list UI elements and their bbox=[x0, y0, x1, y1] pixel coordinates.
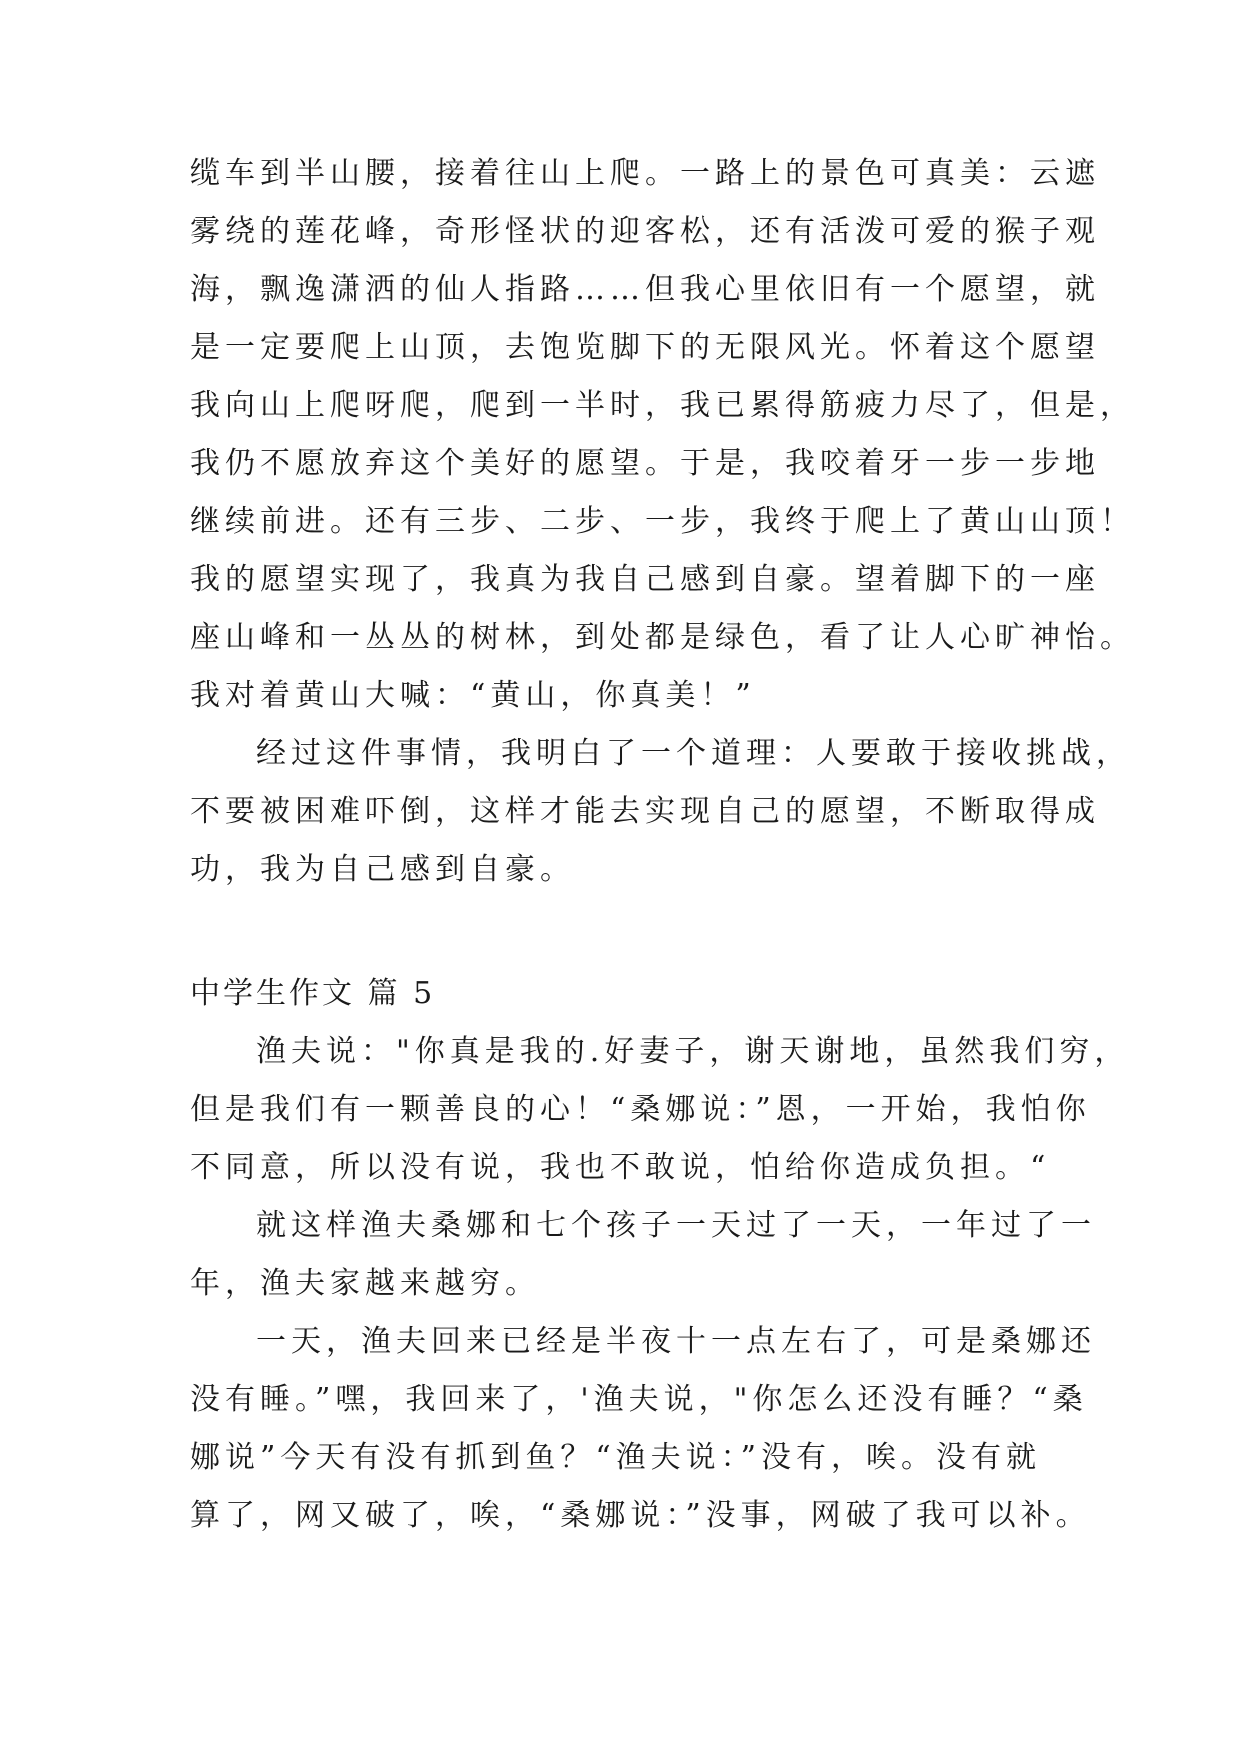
paragraph-line: 我仍不愿放弃这个美好的愿望。于是，我咬着牙一步一步地 bbox=[190, 446, 1100, 481]
paragraph-line: 经过这件事情，我明白了一个道理：人要敢于接收挑战， bbox=[256, 736, 1131, 771]
paragraph-line: 海，飘逸潇洒的仙人指路……但我心里依旧有一个愿望，就 bbox=[190, 272, 1100, 307]
paragraph-line: 但是我们有一颗善良的心！“桑娜说：”恩，一开始，我怕你 bbox=[190, 1092, 1091, 1127]
paragraph-line: 就这样渔夫桑娜和七个孩子一天过了一天，一年过了一 bbox=[256, 1208, 1096, 1243]
paragraph-line: 是一定要爬上山顶，去饱览脚下的无限风光。怀着这个愿望 bbox=[190, 330, 1100, 365]
paragraph-line: 一天，渔夫回来已经是半夜十一点左右了，可是桑娜还 bbox=[256, 1324, 1096, 1359]
paragraph-line: 我向山上爬呀爬，爬到一半时，我已累得筋疲力尽了，但是， bbox=[190, 388, 1135, 423]
paragraph-line: 没有睡。”嘿，我回来了，'渔夫说，"你怎么还没有睡？“桑 bbox=[190, 1382, 1088, 1417]
paragraph-line: 我的愿望实现了，我真为我自己感到自豪。望着脚下的一座 bbox=[190, 562, 1100, 597]
paragraph-line: 不要被困难吓倒，这样才能去实现自己的愿望，不断取得成 bbox=[190, 794, 1100, 829]
paragraph-line: 渔夫说："你真是我的.好妻子，谢天谢地，虽然我们穷， bbox=[256, 1034, 1130, 1069]
paragraph-line: 年，渔夫家越来越穷。 bbox=[190, 1266, 540, 1301]
paragraph-line: 继续前进。还有三步、二步、一步，我终于爬上了黄山山顶！ bbox=[190, 504, 1135, 539]
paragraph-line: 我对着黄山大喊：“黄山，你真美！” bbox=[190, 678, 756, 713]
paragraph-line: 雾绕的莲花峰，奇形怪状的迎客松，还有活泼可爱的猴子观 bbox=[190, 214, 1100, 249]
paragraph-line: 功，我为自己感到自豪。 bbox=[190, 852, 575, 887]
paragraph-line: 缆车到半山腰，接着往山上爬。一路上的景色可真美：云遮 bbox=[190, 156, 1100, 191]
paragraph-line: 娜说”今天有没有抓到鱼？“渔夫说：”没有，唉。没有就 bbox=[190, 1440, 1042, 1475]
paragraph-line: 算了，网又破了，唉，“桑娜说：”没事，网破了我可以补。 bbox=[190, 1498, 1091, 1533]
section-heading: 中学生作文 篇 5 bbox=[190, 976, 436, 1011]
paragraph-line: 座山峰和一丛丛的树林，到处都是绿色，看了让人心旷神怡。 bbox=[190, 620, 1135, 655]
paragraph-line: 不同意，所以没有说，我也不敢说，怕给你造成负担。“ bbox=[190, 1150, 1051, 1185]
